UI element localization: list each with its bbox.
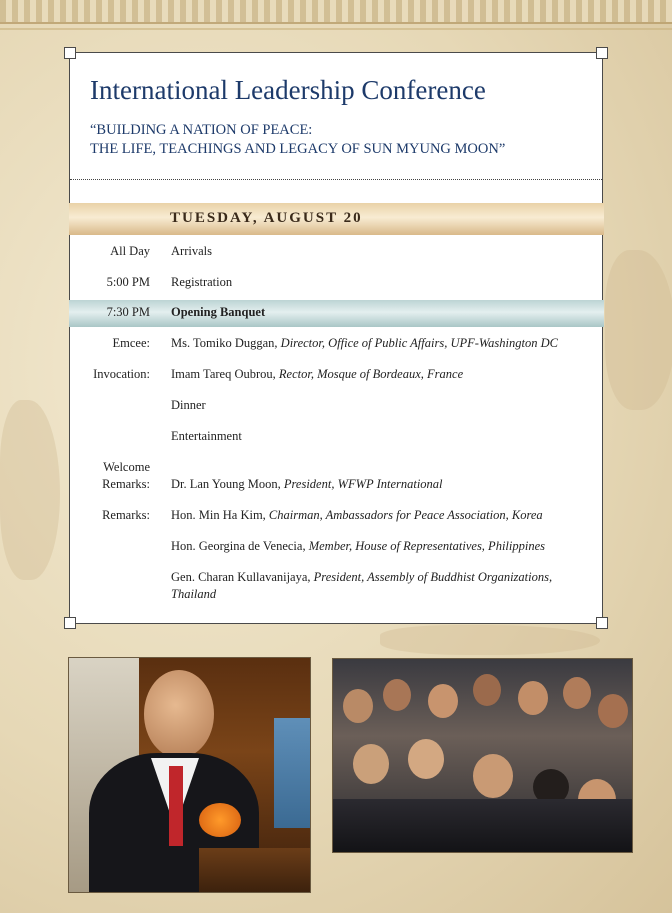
podium [199, 848, 311, 893]
audience-face [598, 694, 628, 728]
conference-theme [90, 121, 505, 159]
background-map-shape [605, 250, 672, 410]
day-header [69, 203, 604, 235]
person-name: Dr. Lan Young Moon, [171, 477, 281, 491]
audience-face [473, 674, 501, 706]
schedule-time: 5:00 PM [106, 275, 150, 289]
person-title: Rector, Mosque of Bordeaux, France [278, 367, 464, 381]
schedule-person [171, 569, 591, 603]
person-title: Thailand [171, 587, 217, 601]
schedule-item: Opening Banquet [171, 305, 266, 319]
background-map-shape [380, 625, 600, 655]
person-name: Gen. Charan Kullavanijaya, [171, 570, 311, 584]
schedule-role [70, 459, 150, 493]
card-corner [64, 617, 76, 629]
decorative-top-border [0, 0, 672, 24]
audience-face [563, 677, 591, 709]
background-map-shape [0, 400, 60, 580]
flower-corsage [199, 803, 241, 837]
schedule-item: Arrivals [171, 244, 212, 258]
schedule-role: Emcee: [112, 336, 150, 350]
person-name: Ms. Tomiko Duggan, [171, 336, 278, 350]
schedule-person [171, 366, 591, 383]
audience-face [408, 739, 444, 779]
speaker-head [144, 670, 214, 758]
person-title: Director, Office of Public Affairs, UPF-Washington DC [280, 336, 558, 350]
schedule-person [171, 507, 591, 524]
audience-suits [333, 799, 633, 853]
audience-face [428, 684, 458, 718]
schedule-person [171, 335, 591, 352]
dotted-divider [70, 179, 602, 180]
schedule-time: 7:30 PM [106, 305, 150, 319]
program-card [69, 52, 603, 624]
photo-flag [274, 718, 311, 828]
audience-face [353, 744, 389, 784]
schedule-person [171, 538, 591, 555]
card-corner [596, 617, 608, 629]
card-corner [596, 47, 608, 59]
person-name: Imam Tareq Oubrou, [171, 367, 276, 381]
schedule-item: Entertainment [171, 429, 242, 443]
person-name: Hon. Min Ha Kim, [171, 508, 266, 522]
schedule-item: Registration [171, 275, 233, 289]
schedule-item: Dinner [171, 398, 206, 412]
card-corner [64, 47, 76, 59]
person-title: Member, House of Representatives, Philippines [308, 539, 545, 553]
role-line: Remarks: [102, 477, 150, 491]
day-title: TUESDAY, AUGUST 20 [170, 210, 363, 226]
speaker-photo [68, 657, 311, 893]
person-name: Hon. Georgina de Venecia, [171, 539, 306, 553]
decorative-rule [0, 28, 672, 30]
audience-face [518, 681, 548, 715]
speaker-tie [169, 766, 183, 846]
conference-title: International Leadership Conference [90, 75, 486, 105]
schedule-person [171, 476, 591, 493]
schedule-time: All Day [110, 244, 150, 258]
person-title: Chairman, Ambassadors for Peace Association, Korea [268, 508, 543, 522]
person-title: President, Assembly of Buddhist Organizations, [313, 570, 553, 584]
schedule-role: Invocation: [93, 367, 150, 381]
audience-face [383, 679, 411, 711]
theme-line: THE LIFE, TEACHINGS AND LEGACY OF SUN MYUNG MOON” [90, 141, 506, 157]
audience-face [343, 689, 373, 723]
role-line: Welcome [103, 460, 150, 474]
schedule-role: Remarks: [102, 508, 150, 522]
theme-line: “BUILDING A NATION OF PEACE: [90, 122, 313, 138]
person-title: President, WFWP International [283, 477, 443, 491]
audience-photo [332, 658, 633, 853]
audience-face [473, 754, 513, 798]
